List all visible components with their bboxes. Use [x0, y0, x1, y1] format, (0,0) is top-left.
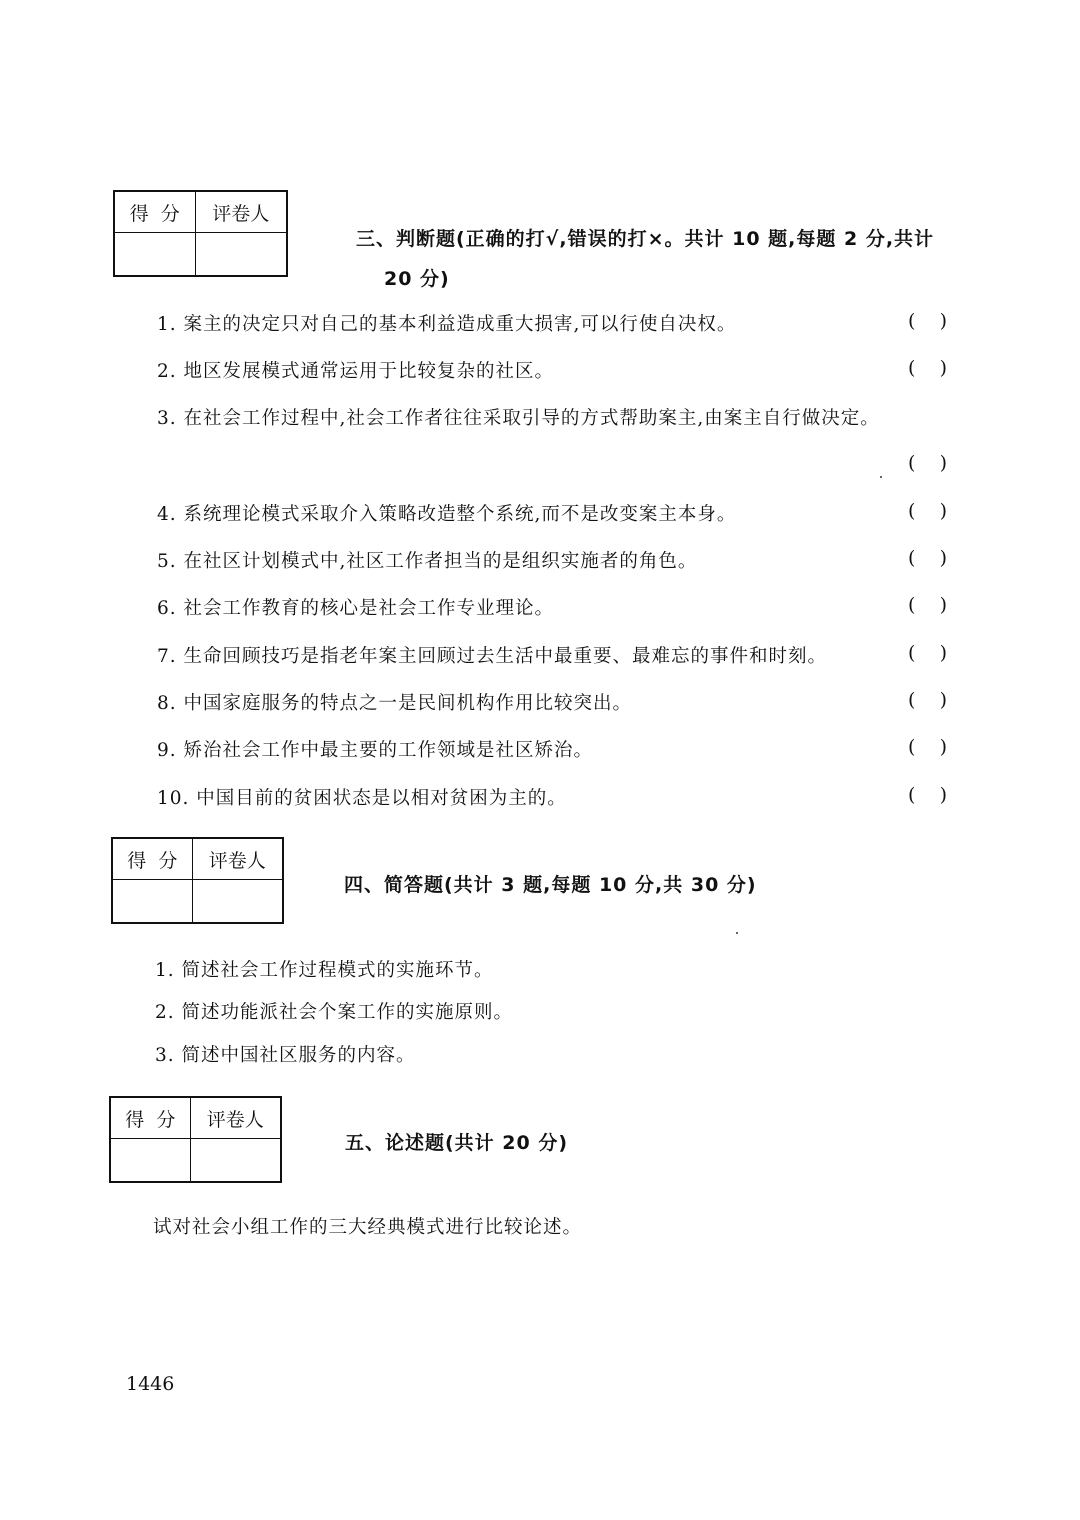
judgment-question-3: 3. 在社会工作过程中,社会工作者往往采取引导的方式帮助案主,由案主自行做决定。	[157, 408, 880, 429]
answer-paren-5: ( )	[908, 547, 947, 569]
judgment-question-6: 6. 社会工作教育的核心是社会工作专业理论。	[157, 598, 555, 619]
grader-label: 评卷人	[195, 191, 287, 233]
judgment-question-1: 1. 案主的决定只对自己的基本利益造成重大损害,可以行使自决权。	[157, 314, 737, 335]
short-answer-question-1: 1. 简述社会工作过程模式的实施环节。	[155, 960, 494, 981]
judgment-question-5: 5. 在社区计划模式中,社区工作者担当的是组织实施者的角色。	[157, 551, 698, 572]
answer-paren-1: ( )	[908, 310, 947, 332]
judgment-question-7: 7. 生命回顾技巧是指老年案主回顾过去生活中最重要、最难忘的事件和时刻。	[157, 646, 828, 667]
stray-dot	[736, 932, 738, 934]
score-label: 得 分	[112, 838, 192, 880]
judgment-question-2: 2. 地区发展模式通常运用于比较复杂的社区。	[157, 361, 555, 382]
answer-paren-7: ( )	[908, 642, 947, 664]
score-label: 得 分	[110, 1097, 190, 1139]
answer-paren-3: ( )	[908, 452, 947, 474]
grader-label: 评卷人	[192, 838, 283, 880]
answer-paren-8: ( )	[908, 689, 947, 711]
judgment-question-9: 9. 矫治社会工作中最主要的工作领域是社区矫治。	[157, 740, 594, 761]
answer-paren-10: ( )	[908, 784, 947, 806]
score-box-section4	[111, 837, 284, 924]
score-cell	[110, 1139, 190, 1183]
section3-heading-line2: 20 分)	[384, 268, 450, 290]
grader-cell	[195, 233, 287, 277]
score-label: 得 分	[114, 191, 195, 233]
short-answer-question-2: 2. 简述功能派社会个案工作的实施原则。	[155, 1002, 514, 1023]
grader-label: 评卷人	[190, 1097, 281, 1139]
answer-paren-6: ( )	[908, 594, 947, 616]
grader-cell	[192, 880, 283, 924]
judgment-question-8: 8. 中国家庭服务的特点之一是民间机构作用比较突出。	[157, 693, 633, 714]
stray-dot	[880, 476, 882, 478]
essay-question: 试对社会小组工作的三大经典模式进行比较论述。	[153, 1217, 583, 1238]
score-cell	[114, 233, 195, 277]
answer-paren-9: ( )	[908, 736, 947, 758]
short-answer-question-3: 3. 简述中国社区服务的内容。	[155, 1045, 416, 1066]
judgment-question-4: 4. 系统理论模式采取介入策略改造整个系统,而不是改变案主本身。	[157, 504, 737, 525]
grader-cell	[190, 1139, 281, 1183]
section5-heading: 五、论述题(共计 20 分)	[345, 1132, 569, 1154]
section4-heading: 四、简答题(共计 3 题,每题 10 分,共 30 分)	[344, 874, 757, 896]
section3-heading-line1: 三、判断题(正确的打√,错误的打×。共计 10 题,每题 2 分,共计	[356, 228, 935, 250]
score-cell	[112, 880, 192, 924]
page-number: 1446	[126, 1373, 175, 1395]
score-box-section3	[113, 190, 288, 277]
judgment-question-10: 10. 中国目前的贫困状态是以相对贫困为主的。	[157, 788, 567, 809]
answer-paren-4: ( )	[908, 500, 947, 522]
score-box-section5	[109, 1096, 282, 1183]
answer-paren-2: ( )	[908, 357, 947, 379]
